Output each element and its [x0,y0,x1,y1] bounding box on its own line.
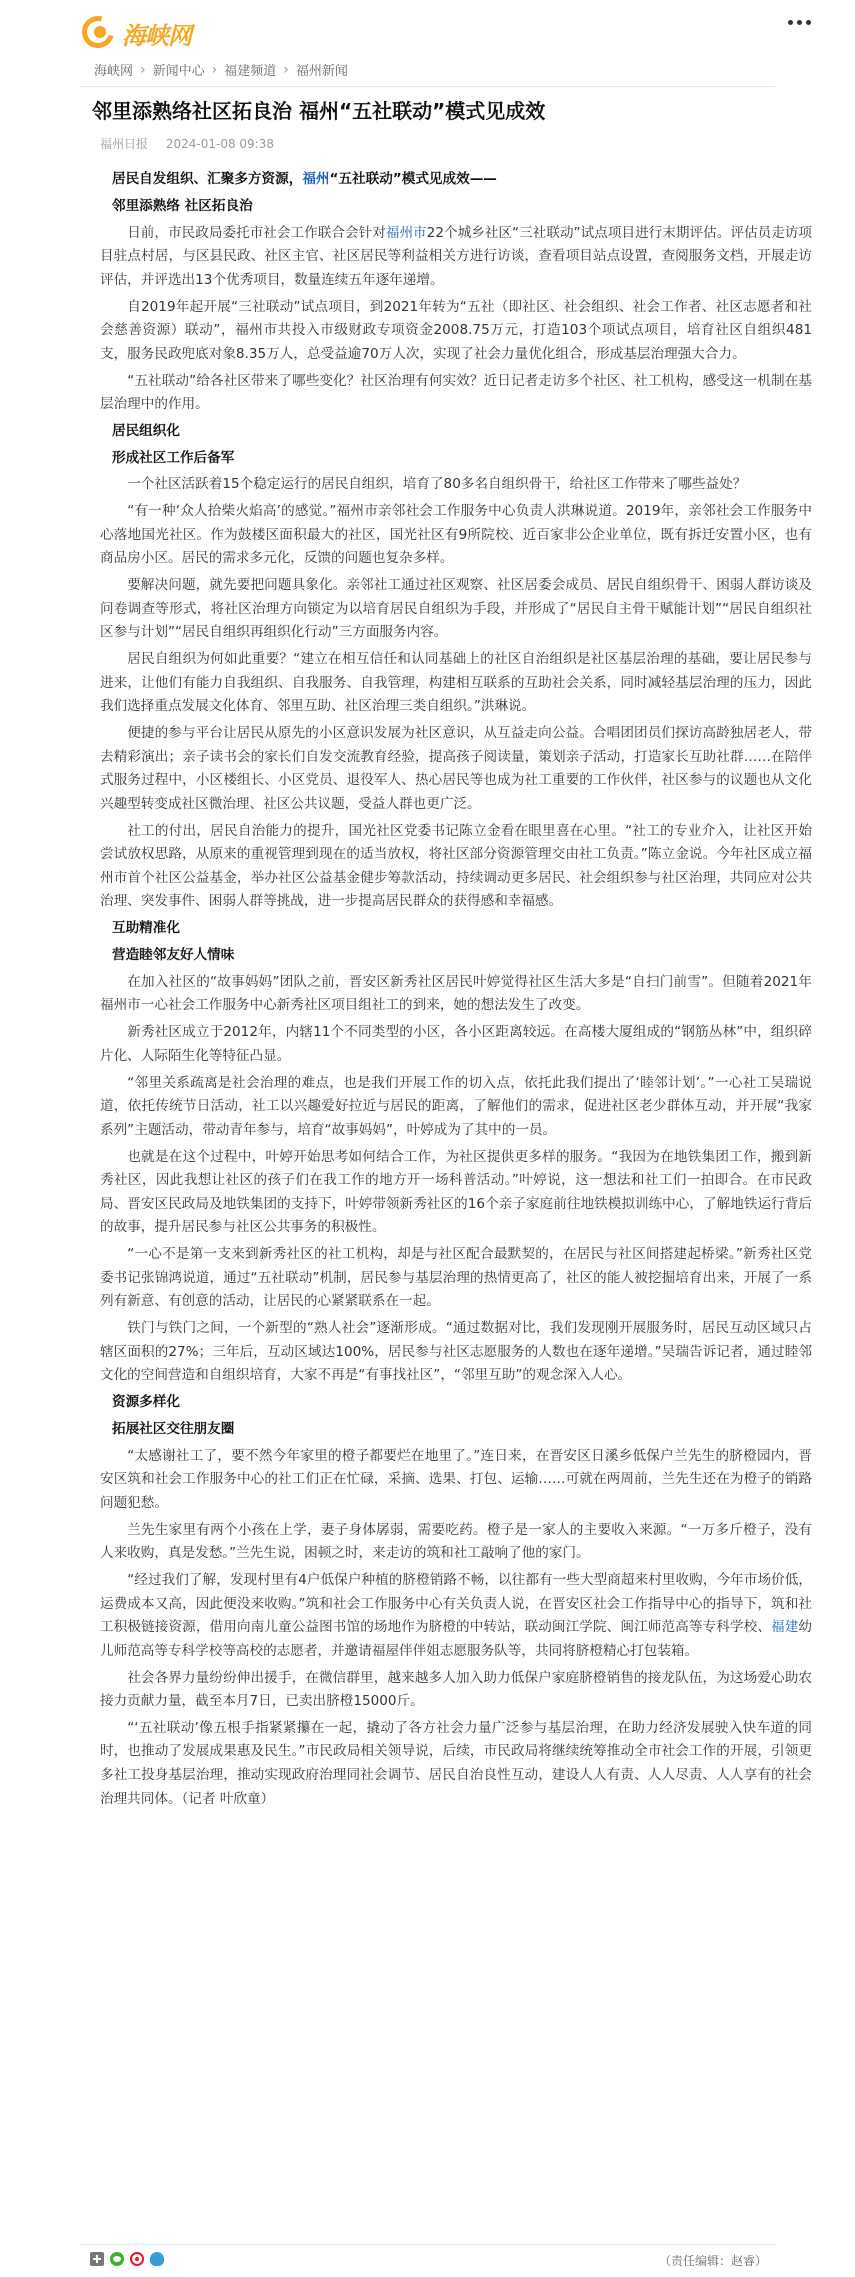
paragraph: 一个社区活跃着15个稳定运行的居民自组织，培育了80多名自组织骨干，给社区工作带来了哪些益处？ [127,476,747,493]
paragraph: 在加入社区的“故事妈妈”团队之前，晋安区新秀社区居民叶婷觉得社区生活大多是“自扫门前雪”。但随着2021年福州市一心社会工作服务中心新秀社区项目组社工的到来，她的想法发生了改变。 [100,973,812,1014]
paragraph: 社工的付出，居民自治能力的提升，国光社区党委书记陈立金看在眼里喜在心里。“社工的专业介入，让社区开始尝试放权思路，从原来的重视管理到现在的适当放权，将社区部分资源管理交由社工负责。”陈立金说。今年社区成立福州市首个社区公益基金，举办社区公益基金健步筹款活动，持续调动更多居民、社会组织参与社区治理，共同应对公共治理、突发事件、困弱人群等挑战，进一步提高居民群众的获得感和幸福感。 [100,822,812,910]
more-dots-icon[interactable] [788,20,811,25]
section-heading: 形成社区工作后备军 [112,449,235,466]
breadcrumb-item[interactable]: 福州新闻 [295,64,348,79]
footer-divider [80,2244,775,2245]
editor-credit: （责任编辑：赵睿） [658,2254,767,2268]
weibo-icon[interactable] [130,2252,144,2266]
logo-icon [80,14,120,52]
breadcrumb-separator-icon: › [211,61,218,78]
paragraph: 要解决问题，就先要把问题具象化。亲邻社工通过社区观察、社区居委会成员、居民自组织骨干、困弱人群访谈及问卷调查等形式，将社区治理方向锁定为以培育居民自组织为手段，并形成了“居民自主骨干赋能计划”“居民自组织社区参与计划”“居民自组织再组织化行动”三方面服务内容。 [100,577,812,641]
paragraph: 日前，市民政局委托市社会工作联合会针对福州市22个城乡社区“三社联动”试点项目进行末期评估。评估员走访项目驻点村居，与区县民政、社区主官、社区居民等利益相关方进行访谈，查看项目站点设置，查阅服务文档，开展走访评估，并评选出13个优秀项目，数量连续五年逐年递增。 [100,224,813,288]
paragraph: “一心不是第一支来到新秀社区的社工机构，却是与社区配合最默契的，在居民与社区间搭建起桥梁。”新秀社区党委书记张锦鸿说道，通过“五社联动”机制，居民参与基层治理的热情更高了，社区的能人被挖掘培育出来，开展了一系列有新意、有创意的活动，让居民的心紧紧联系在一起。 [100,1246,812,1310]
paragraph: “经过我们了解，发现村里有4户低保户种植的脐橙销路不畅，以往都有一些大型商超来村里收购，今年市场价低，运费成本又高，因此便没来收购。”筑和社会工作服务中心有关负责人说，在晋安区社会工作指导中心的指导下，筑和社工积极链接资源，借用向南儿童公益图书馆的场地作为脐橙的中转站，联动闽江学院、闽江师范高等专科学校、福建幼儿师范高等专科学校等高校的志愿者，并邀请福屋伴伴姐志愿服务队等，共同将脐橙精心打包装箱。 [100,1571,812,1659]
paragraph: 居民自组织为何如此重要？“建立在相互信任和认同基础上的社区自治组织是社区基层治理的基础，要让居民参与进来，让他们有能力自我组织、自我服务、自我管理，构建相互联系的互助社会关系，同时减轻基层治理的压力，因此我们选择重点发展文化体育、邻里互助、社区治理三类自组织。”洪琳说。 [100,651,812,715]
logo-text: 海峡网 [122,20,191,50]
article-title: 邻里添熟络社区拓良治 福州“五社联动”模式见成效 [92,99,546,123]
plus-icon[interactable] [90,2252,104,2266]
section-heading: 邻里添熟络 社区拓良治 [112,197,253,214]
header-divider [80,86,775,87]
paragraph: 兰先生家里有两个小孩在上学，妻子身体孱弱，需要吃药。橙子是一家人的主要收入来源。“一万多斤橙子，没有人来收购，真是发愁。”兰先生说，困顿之时，来走访的筑和社工敲响了他的家门。 [100,1521,812,1562]
article-body [100,168,812,1814]
breadcrumb-separator-icon: › [140,61,146,78]
breadcrumb-item[interactable]: 海峡网 [94,64,134,79]
qq-icon[interactable] [150,2252,164,2266]
keyword-link[interactable]: 福建 [771,1619,799,1636]
section-heading: 居民组织化 [112,422,180,439]
breadcrumb-item[interactable]: 福建频道 [224,64,277,79]
top-bar [0,0,855,58]
breadcrumb [94,60,348,79]
site-logo[interactable] [80,14,191,52]
section-heading: 资源多样化 [112,1394,180,1411]
share-bar [90,2252,164,2266]
section-heading: 互助精准化 [112,920,180,937]
paragraph: 也就是在这个过程中，叶婷开始思考如何结合工作，为社区提供更多样的服务。“我因为在地铁集团工作，搬到新秀社区，因此我想让社区的孩子们在我工作的地方开一场科普活动。”叶婷说，这一想法和社工们一拍即合。在市民政局、晋安区民政局及地铁集团的支持下，叶婷带领新秀社区的16个亲子家庭前往地铁模拟训练中心，了解地铁运行背后的故事，提升居民参与社区公共事务的积极性。 [100,1148,812,1236]
paragraph: “太感谢社工了，要不然今年家里的橙子都要烂在地里了。”连日来，在晋安区日溪乡低保户兰先生的脐橙园内，晋安区筑和社会工作服务中心的社工们正在忙碌，采摘、选果、打包、运输……可就在两周前，兰先生还在为橙子的销路问题犯愁。 [100,1447,812,1511]
paragraph: 新秀社区成立于2012年，内辖11个不同类型的小区，各小区距离较远。在高楼大厦组成的“钢筋丛林”中，组织碎片化、人际陌生化等特征凸显。 [100,1024,812,1064]
section-heading: 营造睦邻友好人情味 [112,947,235,964]
keyword-link[interactable]: 福州市 [385,224,427,241]
wechat-icon[interactable] [110,2252,124,2266]
paragraph: “邻里关系疏离是社会治理的难点，也是我们开展工作的切入点，依托此我们提出了‘睦邻计划’。”一心社工吴瑞说道，依托传统节日活动，社工以兴趣爱好拉近与居民的距离，了解他们的需求，促进社区老少群体互动，并开展“我家系列”主题活动，带动青年参与，培育“故事妈妈”，叶婷成为了其中的一员。 [100,1074,812,1138]
section-heading: 居民自发组织、汇聚多方资源，福州“五社联动”模式见成效—— [112,171,497,187]
article-meta [100,135,274,152]
paragraph: 铁门与铁门之间，一个新型的“熟人社会”逐渐形成。“通过数据对比，我们发现刚开展服务时，居民互动区域只占辖区面积的27%；三年后，互动区域达100%，居民参与社区志愿服务的人数也在逐年递增。”吴瑞告诉记者，通过睦邻文化的空间营造和自组织培育，大家不再是“有事找社区”，“邻里互助”的观念深入人心。 [100,1320,812,1384]
paragraph: “有一种‘众人拾柴火焰高’的感觉。”福州市亲邻社会工作服务中心负责人洪琳说道。2019年，亲邻社会工作服务中心落地国光社区。作为鼓楼区面积最大的社区，国光社区有9所院校、近百家非公企业单位，既有拆迁安置小区，也有商品房小区。居民的需求多元化，反馈的问题也复杂多样。 [100,503,812,567]
paragraph: 自2019年起开展“三社联动”试点项目，到2021年转为“五社（即社区、社会组织、社会工作者、社区志愿者和社会慈善资源）联动”，福州市共投入市级财政专项资金2008.75万元，打造103个项试点项目，培育社区自组织481支，服务民政兜底对象8.35万人，总受益逾70万人次，实现了社会力量优化组合，形成基层治理强大合力。 [100,298,812,362]
article-source: 福州日报 [100,137,149,151]
breadcrumb-item[interactable]: 新闻中心 [152,64,205,79]
paragraph: “五社联动”给各社区带来了哪些变化？社区治理有何实效？近日记者走访多个社区、社工机构，感受这一机制在基层治理中的作用。 [100,372,812,413]
keyword-link[interactable]: 福州 [302,171,330,187]
paragraph: 社会各界力量纷纷伸出援手，在微信群里，越来越多人加入助力低保户家庭脐橙销售的接龙队伍，为这场爱心助农接力贡献力量，截至本月7日，已卖出脐橙15000斤。 [100,1669,812,1710]
breadcrumb-separator-icon: › [283,61,289,78]
article-date: 2024-01-08 09:38 [165,137,274,151]
section-heading: 拓展社区交往朋友圈 [112,1420,235,1437]
article-footer [80,2244,775,2274]
paragraph: “‘五社联动’像五根手指紧紧攥在一起，撬动了各方社会力量广泛参与基层治理，在助力经济发展驶入快车道的同时，也推动了发展成果惠及民生。”市民政局相关领导说，后续，市民政局将继续统筹推动全市社会工作的开展，引领更多社工投身基层治理，推动实现政府治理同社会调节、居民自治良性互动，建设人人有责、人人尽责、人人享有的社会治理共同体。（记者 叶欣童） [100,1719,812,1807]
paragraph: 便捷的参与平台让居民从原先的小区意识发展为社区意识，从互益走向公益。合唱团团员们探访高龄独居老人，带去精彩演出；亲子读书会的家长们自发交流教育经验，提高孩子阅读量，策划亲子活动，打造家长互助社群……在陪伴式服务过程中，小区楼组长、小区党员、退役军人、热心居民等也成为社工重要的工作伙伴，社区参与的议题也从文化兴趣型转变成社区微治理、社区公共议题，受益人群也更广泛。 [100,725,812,812]
